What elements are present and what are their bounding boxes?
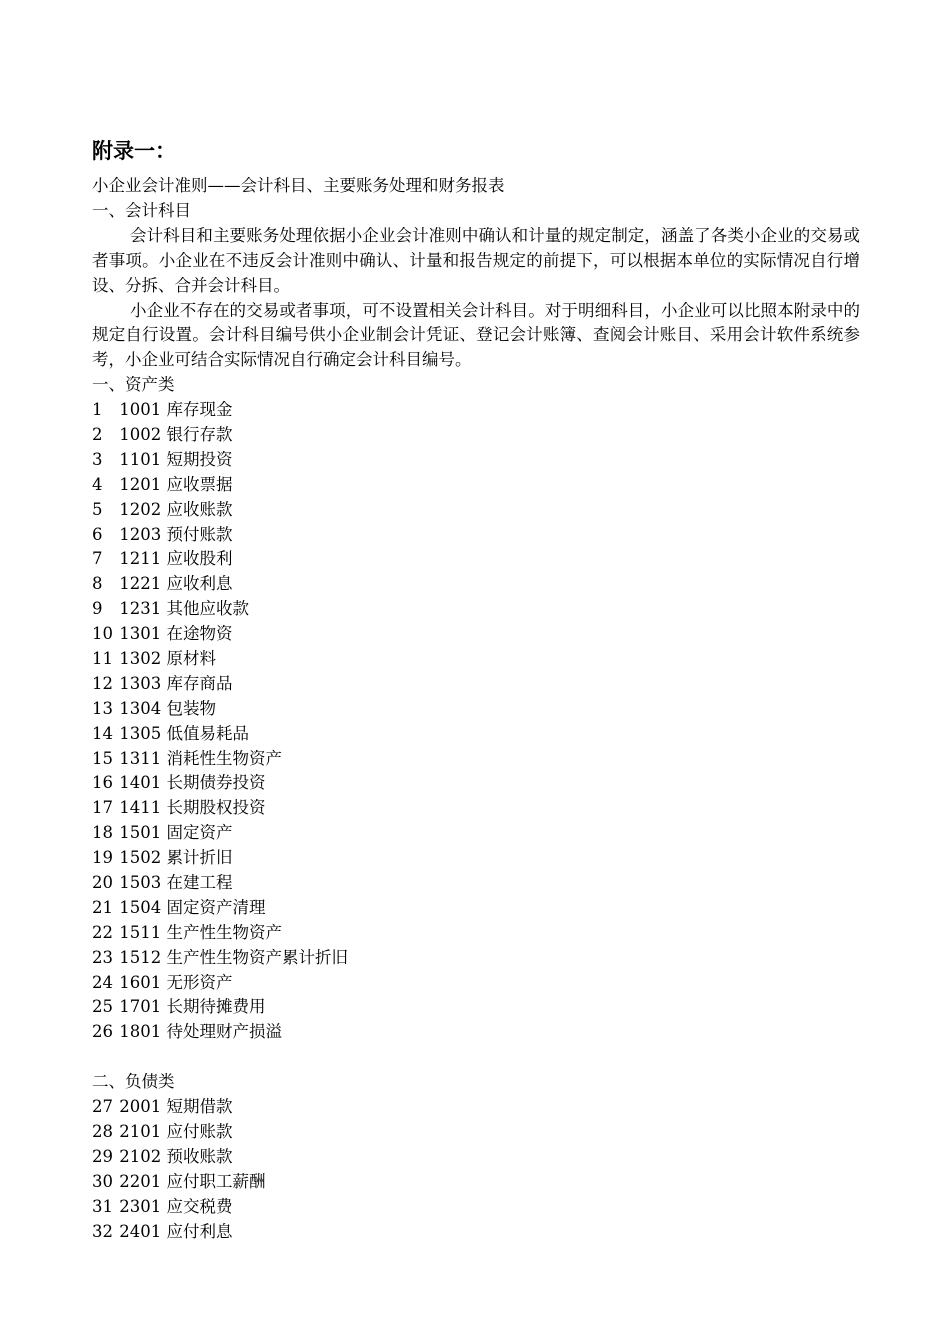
account-number: 28 — [92, 1121, 113, 1141]
account-name: 应收票据 — [166, 474, 233, 494]
account-number: 16 — [92, 773, 113, 793]
account-name: 其他应收款 — [166, 599, 249, 619]
account-number: 20 — [92, 873, 113, 893]
account-code: 2101 — [119, 1121, 162, 1141]
account-number: 6 — [92, 524, 103, 544]
account-item — [92, 946, 860, 971]
account-code: 1411 — [119, 798, 162, 818]
account-name: 固定资产 — [166, 823, 233, 843]
account-code: 1504 — [119, 897, 162, 917]
account-code: 1511 — [119, 922, 162, 942]
account-number: 17 — [92, 798, 113, 818]
appendix-heading: 附录一： — [92, 139, 176, 163]
account-item — [92, 597, 860, 622]
account-item — [92, 647, 860, 672]
account-number: 7 — [92, 549, 103, 569]
account-name: 累计折旧 — [166, 848, 233, 868]
document-body — [92, 174, 860, 1244]
account-name: 预收账款 — [166, 1146, 233, 1166]
account-name: 长期待摊费用 — [166, 997, 266, 1017]
account-code: 1301 — [119, 624, 162, 644]
account-number: 2 — [92, 425, 103, 444]
account-name: 应收账款 — [166, 499, 233, 519]
account-item — [92, 498, 860, 523]
account-name: 低值易耗品 — [166, 723, 249, 743]
account-number: 30 — [92, 1171, 113, 1191]
account-number: 26 — [92, 1022, 113, 1042]
account-name: 长期债券投资 — [166, 773, 266, 793]
account-number: 4 — [92, 474, 103, 494]
account-number: 1 — [92, 400, 103, 420]
account-name: 应收股利 — [166, 549, 233, 569]
account-name: 应交税费 — [166, 1196, 233, 1216]
account-number: 10 — [92, 624, 113, 644]
account-code: 1503 — [119, 873, 162, 893]
account-name: 消耗性生物资产 — [166, 748, 282, 768]
account-item — [92, 921, 860, 946]
document-subtitle: 小企业会计准则——会计科目、主要账务处理和财务报表 — [92, 176, 505, 195]
account-item — [92, 722, 860, 747]
account-code: 1002 — [119, 425, 162, 444]
account-item — [92, 697, 860, 722]
account-name: 银行存款 — [166, 425, 233, 444]
account-code: 1601 — [119, 972, 162, 992]
account-number: 21 — [92, 897, 113, 917]
assets-category-title: 一、资产类 — [92, 375, 175, 395]
account-name: 预付账款 — [166, 524, 233, 544]
account-number: 8 — [92, 574, 103, 594]
account-item — [92, 971, 860, 996]
account-code: 1101 — [119, 449, 162, 469]
account-code: 1401 — [119, 773, 162, 793]
account-code: 2102 — [119, 1146, 162, 1166]
account-name: 应付职工薪酬 — [166, 1171, 266, 1191]
account-item — [92, 771, 860, 796]
account-code: 2301 — [119, 1196, 162, 1216]
account-number: 31 — [92, 1196, 113, 1216]
account-name: 固定资产清理 — [166, 897, 266, 917]
account-number: 14 — [92, 723, 113, 743]
account-item — [92, 448, 860, 473]
account-item — [92, 796, 860, 821]
account-name: 短期借款 — [166, 1097, 233, 1117]
account-number: 9 — [92, 599, 103, 619]
account-item — [92, 1145, 860, 1170]
account-item — [92, 846, 860, 871]
account-name: 长期股权投资 — [166, 798, 266, 818]
account-number: 13 — [92, 698, 113, 718]
account-code: 1512 — [119, 947, 162, 967]
blank-line — [92, 1045, 860, 1070]
account-code: 1203 — [119, 524, 162, 544]
account-item — [92, 547, 860, 572]
account-code: 1231 — [119, 599, 162, 619]
account-number: 27 — [92, 1097, 113, 1117]
account-name: 在建工程 — [166, 873, 233, 893]
account-name: 包装物 — [166, 698, 216, 718]
account-name: 无形资产 — [166, 972, 233, 992]
account-item — [92, 423, 860, 448]
account-item — [92, 1095, 860, 1120]
account-number: 11 — [92, 649, 113, 669]
account-name: 应收利息 — [166, 574, 233, 594]
account-number: 23 — [92, 947, 113, 967]
liabilities-category-title: 二、负债类 — [92, 1072, 175, 1092]
account-number: 24 — [92, 972, 113, 992]
account-number: 15 — [92, 748, 113, 768]
account-item — [92, 1020, 860, 1045]
account-item — [92, 572, 860, 597]
account-code: 1202 — [119, 499, 162, 519]
account-code: 1502 — [119, 848, 162, 868]
account-code: 1303 — [119, 673, 162, 693]
account-number: 25 — [92, 997, 113, 1017]
account-number: 5 — [92, 499, 103, 519]
account-item — [92, 523, 860, 548]
account-item — [92, 672, 860, 697]
intro-paragraph-2: 小企业不存在的交易或者事项，可不设置相关会计科目。对于明细科目，小企业可以比照本附录中的规定自行设置。会计科目编号供小企业制会计凭证、登记会计账簿、查阅会计账目、采用会计软件系统参考，小企业可结合实际情况自行确定会计科目编号。 — [92, 300, 860, 370]
account-code: 1311 — [119, 748, 162, 768]
account-item — [92, 473, 860, 498]
account-code: 1302 — [119, 649, 162, 669]
account-item — [92, 398, 860, 423]
account-name: 生产性生物资产 — [166, 922, 282, 942]
account-item — [92, 1195, 860, 1220]
assets-list — [92, 398, 860, 1045]
account-code: 1201 — [119, 474, 162, 494]
account-name: 待处理财产损溢 — [166, 1022, 282, 1042]
account-name: 应付账款 — [166, 1121, 233, 1141]
account-number: 22 — [92, 922, 113, 942]
account-name: 应付利息 — [166, 1221, 233, 1241]
account-number: 19 — [92, 848, 113, 868]
account-item — [92, 1220, 860, 1245]
account-item — [92, 871, 860, 896]
account-code: 1501 — [119, 823, 162, 843]
account-name: 在途物资 — [166, 624, 233, 644]
account-number: 18 — [92, 823, 113, 843]
account-number: 29 — [92, 1146, 113, 1166]
account-item — [92, 821, 860, 846]
account-item — [92, 1120, 860, 1145]
account-code: 2401 — [119, 1221, 162, 1241]
account-code: 1001 — [119, 400, 162, 420]
account-name: 短期投资 — [166, 449, 233, 469]
account-number: 32 — [92, 1221, 113, 1241]
account-code: 1221 — [119, 574, 162, 594]
account-item — [92, 1170, 860, 1195]
account-number: 3 — [92, 449, 103, 469]
account-code: 1701 — [119, 997, 162, 1017]
account-code: 2001 — [119, 1097, 162, 1117]
account-code: 1304 — [119, 698, 162, 718]
intro-paragraph-1: 会计科目和主要账务处理依据小企业会计准则中确认和计量的规定制定，涵盖了各类小企业的交易或者事项。小企业在不违反会计准则中确认、计量和报告规定的前提下，可以根据本单位的实际情况自行增设、分拆、合并会计科目。 — [92, 225, 860, 295]
account-code: 1211 — [119, 549, 162, 569]
account-item — [92, 622, 860, 647]
account-item — [92, 896, 860, 921]
liabilities-list — [92, 1095, 860, 1244]
account-name: 生产性生物资产累计折旧 — [166, 947, 348, 967]
section-title-accounting-subjects: 一、会计科目 — [92, 200, 191, 220]
account-code: 1801 — [119, 1022, 162, 1042]
account-number: 12 — [92, 673, 113, 693]
account-name: 原材料 — [166, 649, 216, 669]
account-name: 库存现金 — [166, 400, 233, 420]
account-name: 库存商品 — [166, 673, 233, 693]
account-code: 1305 — [119, 723, 162, 743]
account-item — [92, 747, 860, 772]
account-item — [92, 995, 860, 1020]
account-code: 2201 — [119, 1171, 162, 1191]
